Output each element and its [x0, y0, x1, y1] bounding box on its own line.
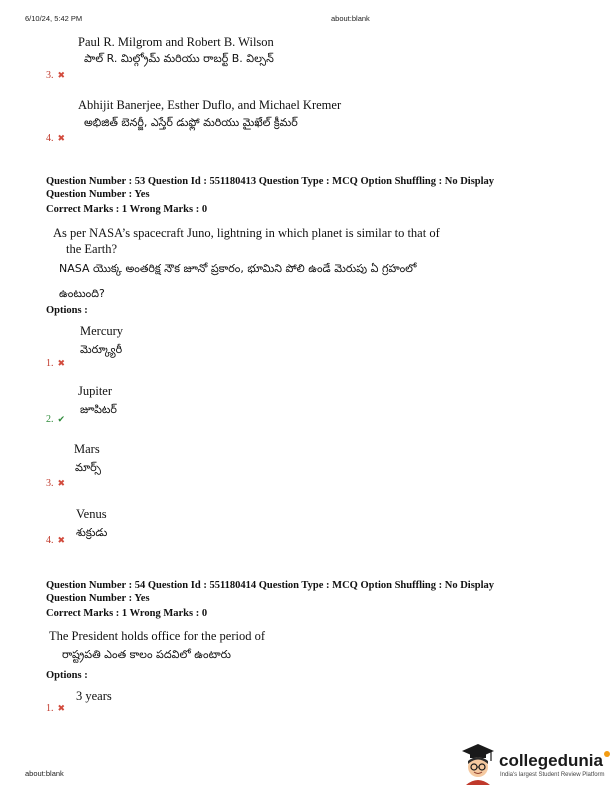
- question-text-te: రాష్ట్రపతి ఎంత కాలం పదవిలో ఉంటారు: [62, 648, 231, 661]
- print-datetime: 6/10/24, 5:42 PM: [25, 14, 83, 23]
- option-text-te: మార్స్: [75, 461, 101, 474]
- cross-icon: ✖: [57, 71, 66, 81]
- option-text-te: పాల్ R. మిల్గ్రోమ్ మరియు రాబర్ట్ B. విల్సన్: [84, 52, 274, 65]
- cross-icon: ✖: [57, 479, 66, 489]
- option-number-row: [46, 696, 65, 715]
- option-number-row: [46, 528, 65, 547]
- question-meta: Question Number : 53 Question Id : 551180413 Question Type : MCQ Option Shuffling : No Display: [46, 176, 495, 187]
- option-number: 3.: [46, 478, 54, 489]
- option-text-te: మెర్క్యూరీ: [80, 343, 123, 356]
- print-page-title: about:blank: [331, 14, 370, 23]
- question-meta: Question Number : 54 Question Id : 551180414 Question Type : MCQ Option Shuffling : No Display: [46, 580, 495, 591]
- question-text-te: ఉంటుంది?: [59, 287, 105, 300]
- option-text-en: Mars: [74, 442, 100, 456]
- options-label: Options :: [46, 670, 88, 681]
- option-text-en: Venus: [76, 507, 107, 521]
- option-number-row: [46, 351, 65, 370]
- option-text-en: Jupiter: [78, 384, 113, 398]
- option-text-en: 3 years: [76, 689, 112, 703]
- cross-icon: ✖: [57, 704, 66, 714]
- option-text-te: అభిజిత్ బెనర్జీ, ఎస్తేర్ డుఫ్లో మరియు మైఖేల్ క్రీమర్: [84, 116, 298, 129]
- question-meta: Question Number : Yes: [46, 189, 150, 200]
- option-number: 4.: [46, 133, 54, 144]
- question-marks: Correct Marks : 1 Wrong Marks : 0: [46, 204, 208, 215]
- question-text-en: As per NASA’s spacecraft Juno, lightning in which planet is similar to that of: [53, 226, 440, 240]
- logo-name: collegedunia: [499, 751, 603, 770]
- option-text-en: Abhijit Banerjee, Esther Duflo, and Michael Kremer: [78, 98, 342, 112]
- option-number-row: [46, 471, 65, 490]
- option-number: 1.: [46, 358, 54, 369]
- option-text-te: శుక్రుడు: [76, 526, 108, 539]
- question-text-en: the Earth?: [66, 242, 118, 256]
- collegedunia-logo: [458, 741, 608, 785]
- logo-dot: [604, 751, 610, 757]
- logo-wordmark: [499, 751, 610, 771]
- cross-icon: ✖: [57, 359, 66, 369]
- option-number: 3.: [46, 70, 54, 81]
- option-text-en: Mercury: [80, 324, 124, 338]
- option-number-row: [46, 63, 65, 82]
- question-marks: Correct Marks : 1 Wrong Marks : 0: [46, 608, 208, 619]
- option-number: 1.: [46, 703, 54, 714]
- cross-icon: ✖: [57, 536, 66, 546]
- question-text-en: The President holds office for the period of: [49, 629, 266, 643]
- cross-icon: ✖: [57, 134, 66, 144]
- option-text-en: Paul R. Milgrom and Robert B. Wilson: [78, 35, 274, 49]
- question-text-te: NASA యొక్క అంతరిక్ష నౌక జూనో ప్రకారం, భూమిని పోలి ఉండే మెరుపు ఏ గ్రహంలో: [59, 262, 417, 275]
- question-meta: Question Number : Yes: [46, 593, 150, 604]
- check-icon: ✔: [57, 415, 66, 425]
- option-number-row: [46, 407, 65, 426]
- print-footer-url: about:blank: [25, 769, 64, 778]
- option-number: 4.: [46, 535, 54, 546]
- options-label: Options :: [46, 305, 88, 316]
- option-number-row: [46, 126, 65, 145]
- graduate-mascot-icon: [458, 741, 498, 785]
- option-number: 2.: [46, 414, 54, 425]
- option-text-te: జూపిటర్: [80, 403, 117, 416]
- logo-tagline: India's largest Student Review Platform: [500, 772, 605, 778]
